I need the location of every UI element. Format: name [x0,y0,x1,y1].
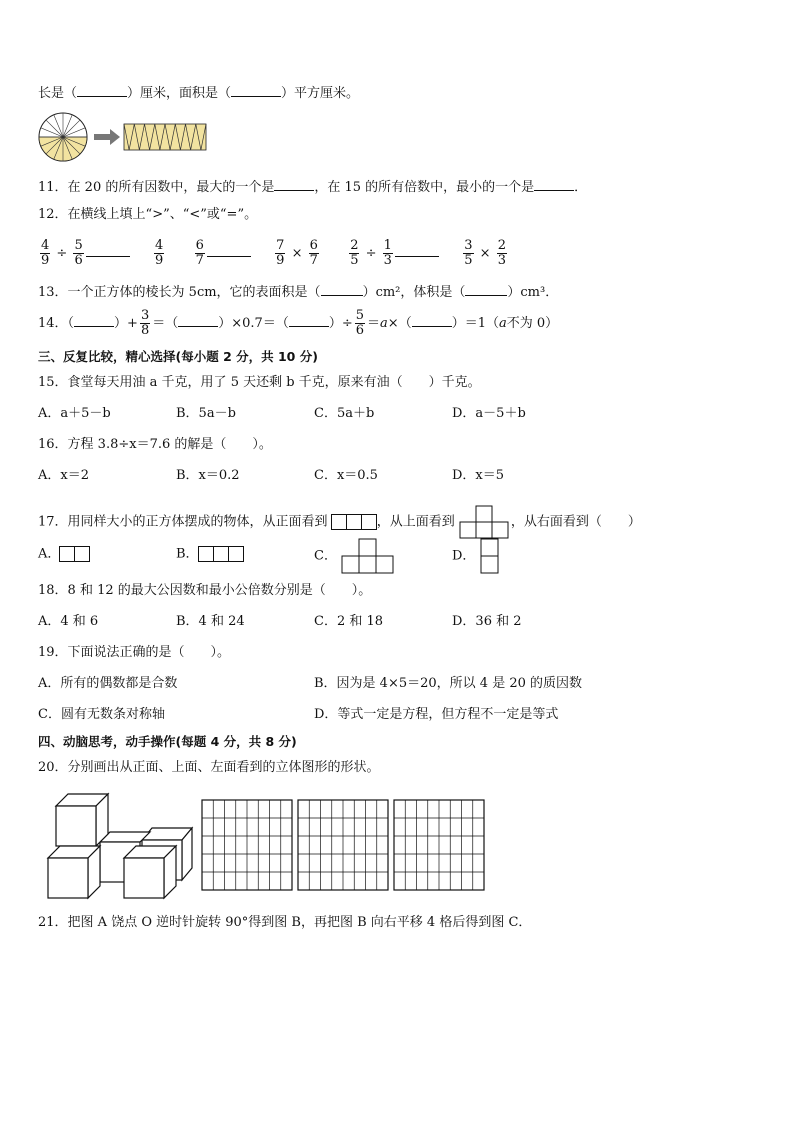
section-3-heading: 三、反复比较，精心选择(每小题 2 分，共 10 分) [38,349,318,364]
answer-blank[interactable] [86,236,130,257]
q12-line: 12．在横线上填上“>”、“<”或“=”。 [38,207,258,222]
answer-blank[interactable] [465,281,507,296]
answer-blank[interactable] [207,236,251,257]
answer-blank[interactable] [289,312,329,327]
q15-option-a[interactable]: A．a＋5－b [38,406,111,421]
q19-option-a[interactable]: A．所有的偶数都是合数 [38,676,178,691]
q19-option-c[interactable]: C．圆有无数条对称轴 [38,707,165,722]
q10-line: 长是（ ）厘米，面积是（ ）平方厘米。 [38,82,359,103]
q13-line: 13．一个正方体的棱长为 5cm，它的表面积是（ ）cm²，体积是（ ）cm³． [38,281,558,302]
option-d-figure [480,538,500,574]
section-4-heading: 四、动脑思考，动手操作(每题 4 分，共 8 分) [38,734,297,749]
q16-option-d[interactable]: D．x＝5 [452,468,505,483]
q19-option-b[interactable]: B．因为是 4×5＝20，所以 4 是 20 的质因数 [314,676,583,691]
sector-circle [39,113,87,161]
answer-blank[interactable] [77,82,127,97]
q15-option-b[interactable]: B．5a－b [176,406,236,421]
q17-option-b[interactable]: B． [176,544,244,565]
q17-option-c[interactable]: C． [314,538,395,574]
q14-line: 14．（ ）+ $\frac{3}{8}$ ＝（ ）×0.7＝（ ）÷ $\frac{5}{6}$ ＝a×（ ）＝1（a不为 0） [38,308,559,338]
q15-option-c[interactable]: C．5a＋b [314,406,375,421]
circle-to-rectangle-figure [38,112,213,162]
option-a-figure [60,544,90,564]
q19-option-d[interactable]: D．等式一定是方程，但方程不一定是等式 [314,707,559,722]
q18-option-b[interactable]: B．4 和 24 [176,614,245,629]
answer-blank[interactable] [178,312,218,327]
q16-line: 16．方程 3.8÷x＝7.6 的解是（ ）。 [38,437,272,452]
option-b-figure [199,544,244,564]
option-c-figure [341,538,395,574]
answer-blank[interactable] [274,176,314,191]
q18-line: 18．8 和 12 的最大公因数和最小公倍数分别是（ ）。 [38,583,372,598]
answer-blank[interactable] [74,312,114,327]
q18-option-c[interactable]: C．2 和 18 [314,614,384,629]
stacked-cubes-figure [44,792,194,902]
q17-option-d[interactable]: D． [452,538,500,574]
q17-line: 17．用同样大小的正方体摆成的物体，从正面看到 ，从上面看到 ，从右面看到（ ） [38,504,641,540]
answer-blank[interactable] [395,236,439,257]
q17-option-a[interactable]: A． [38,544,90,565]
answer-blank[interactable] [534,176,574,191]
q18-option-a[interactable]: A．4 和 6 [38,614,99,629]
q20-line: 20．分别画出从正面、上面、左面看到的立体图形的形状。 [38,760,380,775]
q16-option-c[interactable]: C．x＝0.5 [314,468,378,483]
front-view-figure [332,510,377,534]
q15-line: 15．食堂每天用油 a 千克，用了 5 天还剩 b 千克，原来有油（ ）千克。 [38,375,481,390]
parallelogram-strip [124,124,206,150]
q18-option-d[interactable]: D．36 和 2 [452,614,522,629]
q16-option-b[interactable]: B．x＝0.2 [176,468,240,483]
top-view-figure [459,504,511,540]
q19-line: 19．下面说法正确的是（ ）。 [38,645,231,660]
drawing-grids[interactable] [201,799,491,893]
arrow-icon [94,129,120,145]
q21-line: 21．把图 A 饶点 O 逆时针旋转 90°得到图 B，再把图 B 向右平移 4 格后得到图 C． [38,915,532,930]
answer-blank[interactable] [412,312,452,327]
answer-blank[interactable] [231,82,281,97]
q11-line: 11．在 20 的所有因数中，最大的一个是 ，在 15 的所有倍数中，最小的一个是 ． [38,176,587,197]
q15-option-d[interactable]: D．a－5＋b [452,406,526,421]
answer-blank[interactable] [321,281,363,296]
q12-comparisons: $\frac{4}{9}$ ÷ $\frac{5}{6}$ $\frac{4}{9}$ $\frac{6}{7}$ $\frac{7}{9}$ × $\frac{6}{7}$ $\frac{2}{5}$ ÷ $\frac{1}{3}$ $\frac{3}{5}$ × $\frac{2}{3}$ [41,238,506,268]
q16-option-a[interactable]: A．x＝2 [38,468,89,483]
